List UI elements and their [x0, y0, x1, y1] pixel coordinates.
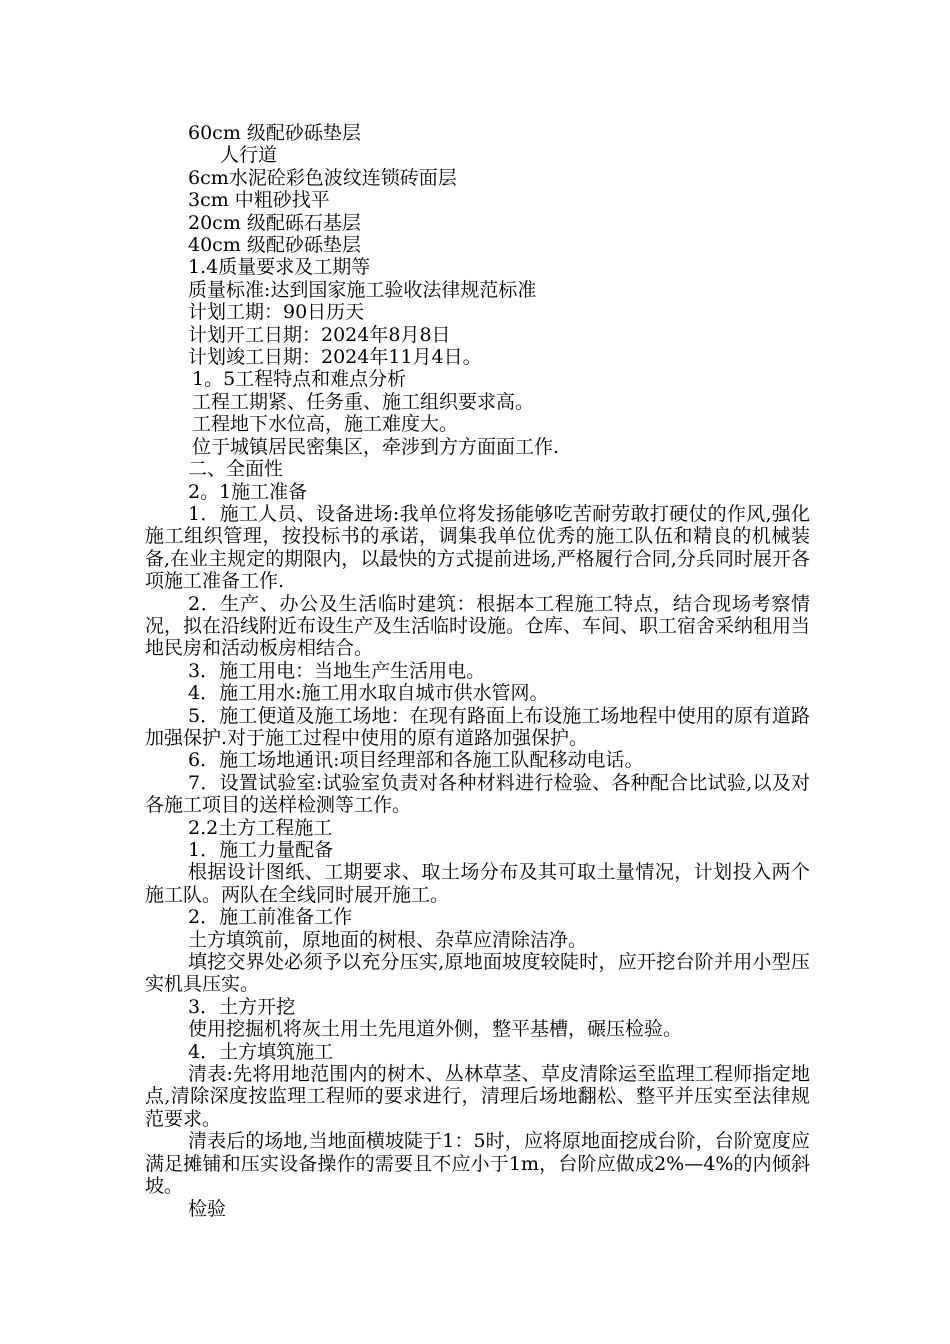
section-heading: 1。5工程特点和难点分析	[192, 368, 407, 391]
paragraph: 3．施工用电：当地生产生活用电。	[188, 659, 486, 682]
paragraph: 5．施工便道及施工场地：在现有路面上布设施工场地程中使用的原有道路加强保护.对于施工过程中使用的原有道路加强保护。	[145, 704, 810, 749]
text-line: 60cm 级配砂砾垫层	[188, 122, 361, 144]
paragraph: 7．设置试验室:试验室负责对各种材料进行检验、各种配合比试验,以及对各施工项目的送样检测等工作。	[145, 771, 810, 817]
document-page	[145, 122, 810, 1220]
paragraph: 清表后的场地,当地面横坡陡于1：5时，应将原地面挖成台阶，台阶宽度应满足摊铺和压实设备操作的需要且不应小于1m，台阶应做成2%—4%的内倾斜坡。	[145, 1130, 810, 1198]
paragraph: 1．施工人员、设备进场:我单位将发扬能够吃苦耐劳敢打硬仗的作风,强化施工组织管理，按投标书的承诺，调集我单位优秀的施工队伍和精良的机械装备,在业主规定的期限内，以最快的方式提前进场,严格履行合同,分兵同时展开各项施工准备工作.	[145, 502, 810, 593]
section-heading: 1.4质量要求及工期等	[188, 256, 371, 279]
text-line: 计划开工日期：2024年8月8日	[188, 323, 451, 346]
paragraph: 清表:先将用地范围内的树木、丛林草茎、草皮清除运至监理工程师指定地点,清除深度按监理工程师的要求进行，清理后场地翻松、整平并压实至法律规范要求。	[145, 1063, 810, 1130]
paragraph: 4．施工用水:施工用水取自城市供水管网。	[188, 682, 549, 705]
section-heading: 2.2土方工程施工	[188, 816, 333, 839]
text-line: 质量标准:达到国家施工验收法律规范标准	[188, 278, 537, 301]
sub-heading: 3．土方开挖	[188, 995, 296, 1018]
section-heading: 2。1施工准备	[188, 480, 308, 503]
paragraph: 检验	[188, 1197, 227, 1220]
text-line: 3cm 中粗砂找平	[188, 189, 330, 212]
text-line: 位于城镇居民密集区，牵涉到方方面面工作.	[192, 435, 560, 458]
paragraph: 使用挖掘机将灰土用土先甩道外侧，整平基槽，碾压检验。	[188, 1018, 683, 1041]
paragraph: 2．生产、办公及生活临时建筑：根据本工程施工特点，结合现场考察情况，拟在沿线附近布设生产及生活临时设施。仓库、车间、职工宿舍采纳租用当地民房和活动板房相结合。	[145, 592, 811, 660]
paragraph: 根据设计图纸、工期要求、取土场分布及其可取土量情况，计划投入两个施工队。两队在全线同时展开施工。	[145, 861, 810, 906]
paragraph: 填挖交界处必须予以充分压实,原地面坡度较陡时，应开挖台阶并用小型压实机具压实。	[145, 951, 810, 996]
paragraph: 土方填筑前，原地面的树根、杂草应清除洁净。	[188, 928, 588, 951]
text-line: 计划工期：90日历天	[188, 301, 365, 324]
text-line: 6cm水泥砼彩色波纹连锁砖面层	[188, 166, 457, 189]
text-line: 工程地下水位高，施工难度大。	[192, 413, 459, 436]
text-line: 计划竣工日期：2024年11月4日。	[188, 346, 482, 369]
text-line: 20cm 级配砾石基层	[188, 211, 361, 234]
sub-heading: 2．施工前准备工作	[188, 906, 353, 929]
sub-heading: 4．土方填筑施工	[188, 1040, 334, 1063]
text-line: 工程工期紧、任务重、施工组织要求高。	[192, 390, 535, 413]
sub-heading: 1．施工力量配备	[188, 839, 334, 861]
paragraph: 6．施工场地通讯:项目经理部和各施工队配移动电话。	[188, 749, 644, 772]
text-line: 40cm 级配砂砾垫层	[188, 234, 361, 257]
section-heading: 二、全面性	[188, 458, 284, 481]
section-heading: 人行道	[220, 144, 278, 167]
